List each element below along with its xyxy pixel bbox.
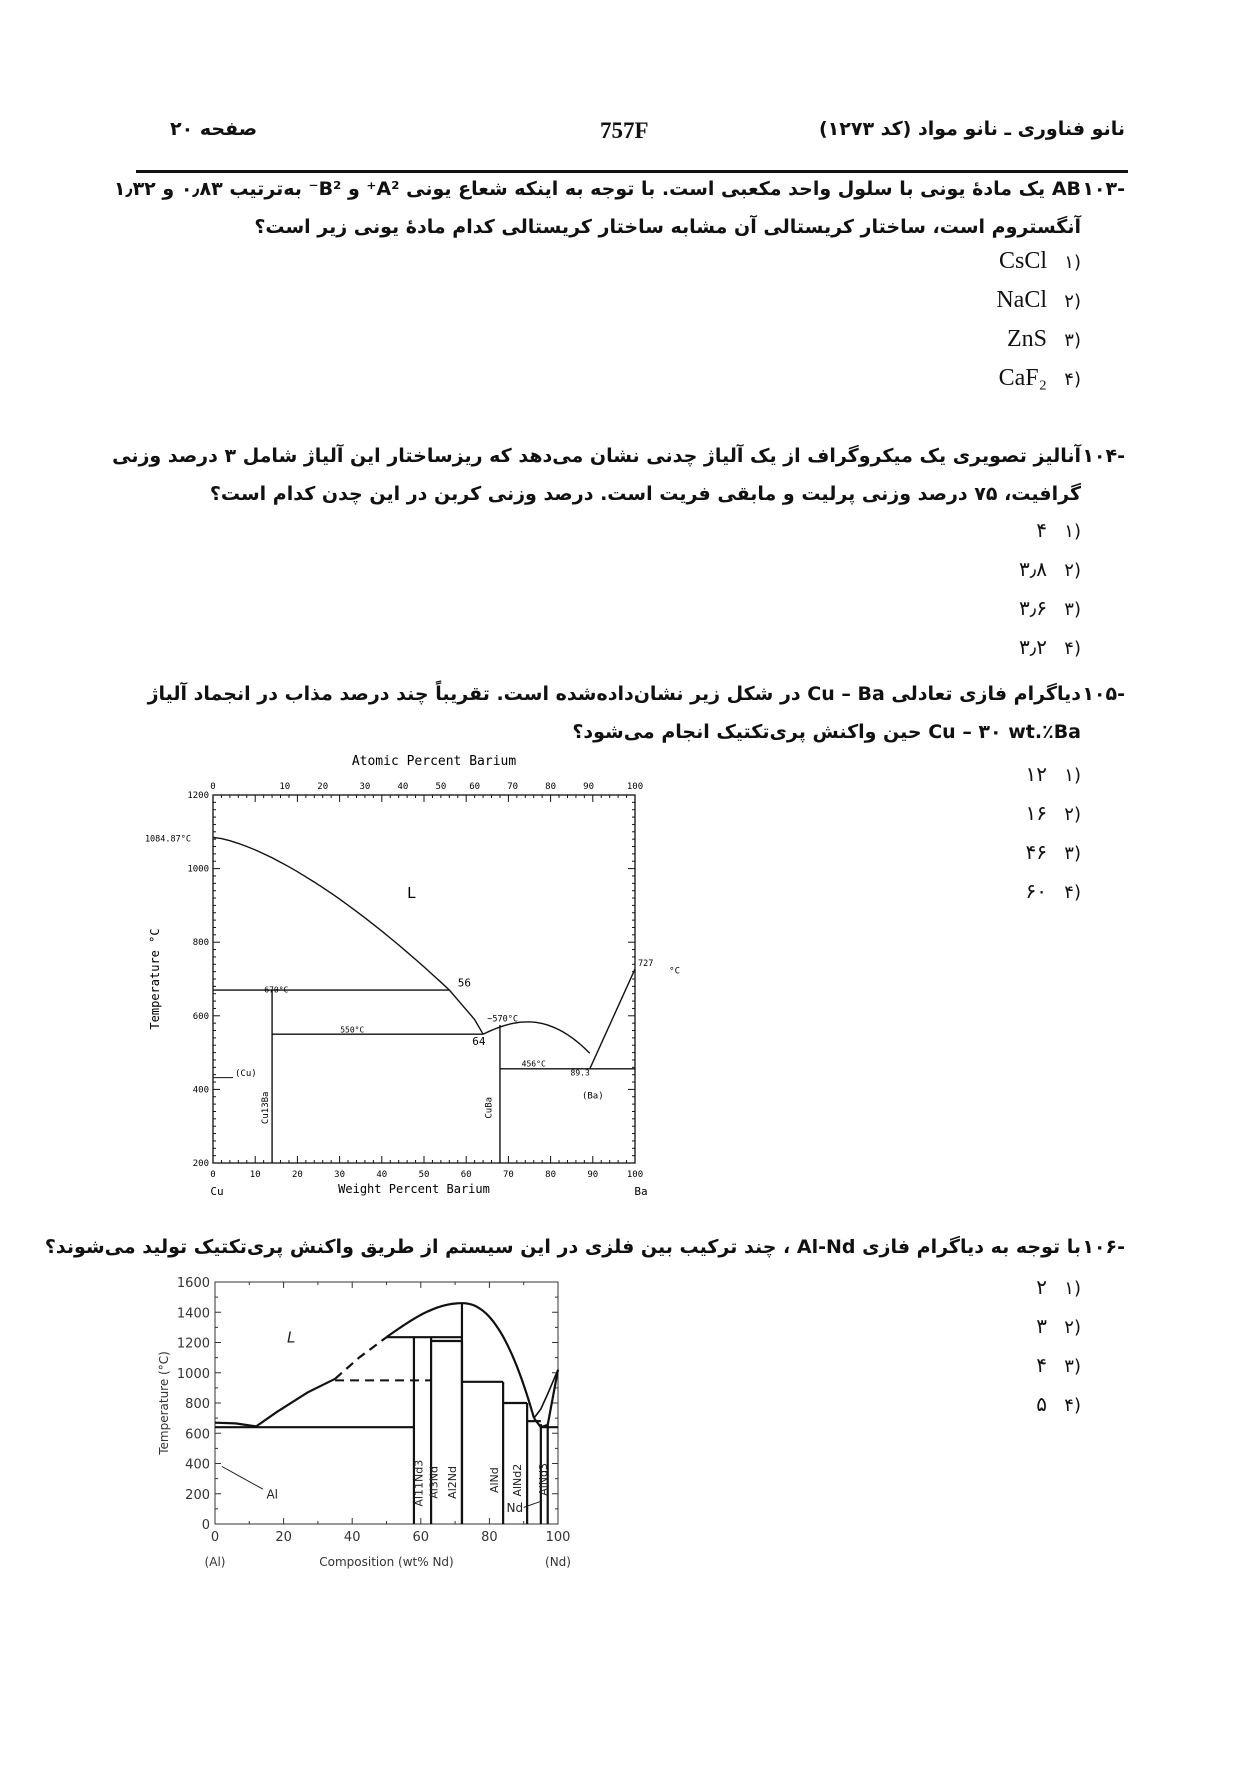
y-axis-label: Temperature °C xyxy=(148,928,162,1030)
annotation-label: L xyxy=(407,884,416,903)
x-end-label-right: Ba xyxy=(634,1185,648,1198)
y-tick-label: 1400 xyxy=(176,1306,210,1322)
option-3[interactable]: (۳ZnS xyxy=(1006,326,1081,352)
option-4[interactable]: (۴CaF₂ xyxy=(998,365,1081,391)
x-tick-label: 0 xyxy=(210,1170,216,1180)
x-axis-label: Composition (wt% Nd) xyxy=(319,1555,454,1569)
x-tick-label: 0 xyxy=(210,1530,220,1545)
options-104 xyxy=(1019,511,1081,667)
option-3[interactable]: (۳۴۶ xyxy=(1025,840,1081,864)
x-tick-label: 70 xyxy=(502,1170,514,1180)
booklet-code: 757F xyxy=(600,118,649,143)
y-tick-label: 200 xyxy=(185,1487,210,1503)
y-tick-label: 600 xyxy=(185,1427,210,1443)
question-text-line1: دیاگرام فازی تعادلی Cu – Ba در شکل زیر نشان‌داده‌شده است. تقریباً چند درصد مذاب در انجماد آلیاژ xyxy=(147,683,1081,705)
nd-label: Nd xyxy=(506,1500,524,1515)
x-end-label-right: (Nd) xyxy=(545,1555,571,1569)
y-tick-label: 1600 xyxy=(176,1276,210,1291)
question-number: -۱۰۴ xyxy=(1082,445,1125,467)
top-tick-label: 30 xyxy=(359,782,371,792)
annotation-label: ~570°C xyxy=(487,1014,519,1025)
top-tick-label: 70 xyxy=(507,782,519,792)
annotation-label: 64 xyxy=(472,1035,486,1049)
x-end-label-left: (Al) xyxy=(204,1555,226,1569)
question-text-line1: آنالیز تصویری یک میکروگراف از یک آلیاژ چدنی نشان می‌دهد که ریزساختار این آلیاژ شامل ۳ درصد وزنی xyxy=(112,445,1081,467)
liquidus-al-side xyxy=(215,1423,256,1427)
x-tick-label: 100 xyxy=(626,1170,644,1180)
y-tick-label: 400 xyxy=(185,1457,210,1473)
compound-label: Al11Nd3 xyxy=(412,1459,426,1507)
cu-ba-phase-diagram xyxy=(125,745,685,1215)
liquidus-curve-peritectic xyxy=(449,990,483,1034)
top-tick-label: 0 xyxy=(210,782,216,792)
liquid-label: L xyxy=(287,1328,296,1347)
al-leader-line xyxy=(222,1467,263,1490)
x-tick-label: 60 xyxy=(460,1170,472,1180)
option-3[interactable]: (۳۳٫۶ xyxy=(1019,596,1081,620)
compound-label: AlNd3 xyxy=(537,1462,551,1496)
top-tick-label: 80 xyxy=(545,782,557,792)
question-text-line1: با توجه به دیاگرام فازی Al-Nd ، چند ترکیب بین فلزی در این سیستم از طریق واکنش پری‌تکتیک تولید می‌شوند؟ xyxy=(44,1236,1081,1258)
annotation-label: 550°C xyxy=(340,1025,365,1035)
annotation-label: 456°C xyxy=(521,1059,546,1069)
al-label: Al xyxy=(266,1487,278,1502)
option-1[interactable]: (۱CsCl xyxy=(998,248,1081,274)
al-nd-phase-diagram xyxy=(157,1270,660,1620)
annotation-label: 89.3 xyxy=(570,1068,590,1078)
y-tick-label: 1200 xyxy=(176,1336,210,1352)
options-106 xyxy=(1036,1268,1081,1424)
option-4[interactable]: (۴۵ xyxy=(1036,1392,1081,1416)
question-number: -۱۰۶ xyxy=(1082,1236,1125,1258)
y-tick-label: 800 xyxy=(185,1397,210,1412)
x-tick-label: 20 xyxy=(275,1530,292,1545)
annotation-label: 56 xyxy=(457,976,472,990)
compound-label: AlNd xyxy=(487,1467,501,1494)
option-1[interactable]: (۱۱۲ xyxy=(1025,762,1081,786)
option-2[interactable]: (۲۱۶ xyxy=(1025,801,1081,825)
liquidus-curve-right xyxy=(590,969,635,1069)
x-tick-label: 40 xyxy=(343,1530,361,1545)
liquidus-dashed xyxy=(335,1337,386,1379)
question-text-line2: گرافیت، ۷۵ درصد وزنی پرلیت و مابقی فریت است. درصد وزنی کربن در این چدن کدام است؟ xyxy=(209,483,1081,505)
y-tick-label: 1000 xyxy=(187,864,209,875)
y-tick-label: 400 xyxy=(192,1085,209,1096)
option-3[interactable]: (۳۴ xyxy=(1036,1353,1081,1377)
compound-label: AlNd2 xyxy=(510,1463,524,1497)
option-2[interactable]: (۲۳ xyxy=(1036,1314,1081,1338)
x-tick-label: 30 xyxy=(334,1170,346,1180)
option-4[interactable]: (۴۳٫۲ xyxy=(1019,635,1081,659)
liquidus-curve-left xyxy=(213,837,449,990)
exam-title: نانو فناوری ـ نانو مواد (کد ۱۲۷۳) xyxy=(818,118,1125,140)
x-tick-label: 20 xyxy=(291,1170,303,1180)
compound-label: Al2Nd xyxy=(446,1466,460,1499)
question-104 xyxy=(112,437,1125,659)
x-tick-label: 60 xyxy=(412,1530,430,1545)
option-1[interactable]: (۱۲ xyxy=(1036,1275,1081,1299)
top-tick-label: 100 xyxy=(626,782,644,792)
y-tick-label: 1200 xyxy=(187,791,209,801)
option-2[interactable]: (۲NaCl xyxy=(996,287,1081,313)
question-text-line2: Cu – ۳۰ wt.٪Ba حین واکنش پری‌تکتیک انجام می‌شود؟ xyxy=(572,721,1081,743)
annotation-label: 727 xyxy=(638,959,654,970)
option-2[interactable]: (۲۳٫۸ xyxy=(1019,557,1081,581)
liquidus-rising xyxy=(256,1379,335,1427)
plot-frame xyxy=(213,795,635,1163)
top-tick-label: 40 xyxy=(397,782,409,792)
annotation-label: (Cu) xyxy=(235,1069,257,1080)
top-tick-label: 90 xyxy=(583,782,595,792)
x-axis-label: Weight Percent Barium xyxy=(338,1182,490,1196)
annotation-label: Cu13Ba xyxy=(260,1091,271,1125)
annotation-label: 670°C xyxy=(264,985,289,995)
top-tick-label: 60 xyxy=(469,782,481,792)
page-number: صفحه ۲۰ xyxy=(170,118,258,140)
x-tick-label: 80 xyxy=(481,1530,498,1545)
y-tick-label: 800 xyxy=(192,938,209,949)
x-tick-label: 90 xyxy=(587,1170,599,1180)
y-axis-label: Temperature (°C) xyxy=(157,1351,171,1455)
options-105 xyxy=(1026,755,1081,911)
annotation-label: 1084.87°C xyxy=(144,834,191,845)
top-tick-label: 20 xyxy=(317,782,329,792)
x-tick-label: 10 xyxy=(249,1170,261,1180)
x-end-label-left: Cu xyxy=(210,1185,224,1198)
x-tick-label: 80 xyxy=(545,1170,557,1180)
compound-label: Al3Nd xyxy=(427,1466,441,1499)
top-tick-label: 10 xyxy=(279,782,291,792)
option-4[interactable]: (۴۶۰ xyxy=(1025,879,1081,903)
y-tick-label: 0 xyxy=(201,1518,210,1533)
question-text-line2: آنگستروم است، ساختار کریستالی آن مشابه ساختار کریستالی کدام مادهٔ یونی زیر است؟ xyxy=(254,216,1081,238)
question-103 xyxy=(113,170,1125,391)
question-number: -۱۰۳ xyxy=(1082,178,1125,200)
y-tick-label: 600 xyxy=(192,1011,209,1022)
options-103 xyxy=(996,242,1081,398)
y-tick-label: 1000 xyxy=(176,1366,210,1382)
question-number: -۱۰۵ xyxy=(1082,683,1125,705)
option-1[interactable]: (۱۴ xyxy=(1036,518,1081,542)
x-tick-label: 40 xyxy=(376,1170,388,1180)
y-tick-label: 200 xyxy=(192,1159,209,1169)
annotation-label: CuBa xyxy=(484,1096,495,1119)
liquidus-dome xyxy=(387,1303,535,1418)
top-axis-title: Atomic Percent Barium xyxy=(351,754,517,769)
top-tick-label: 50 xyxy=(435,782,447,792)
x-tick-label: 50 xyxy=(418,1170,430,1180)
x-tick-label: 100 xyxy=(545,1530,571,1545)
question-text-line1: AB یک مادهٔ یونی با سلول واحد مکعبی است. با توجه به اینکه شعاع یونی A²⁺ و B²⁻ به‌ترتیب ۰٫۸۳ و ۱٫۳۲ xyxy=(113,178,1081,200)
temperature-unit-label: °C xyxy=(669,966,680,977)
annotation-label: (Ba) xyxy=(581,1091,604,1102)
liquidus-curve-middle xyxy=(483,1022,590,1053)
